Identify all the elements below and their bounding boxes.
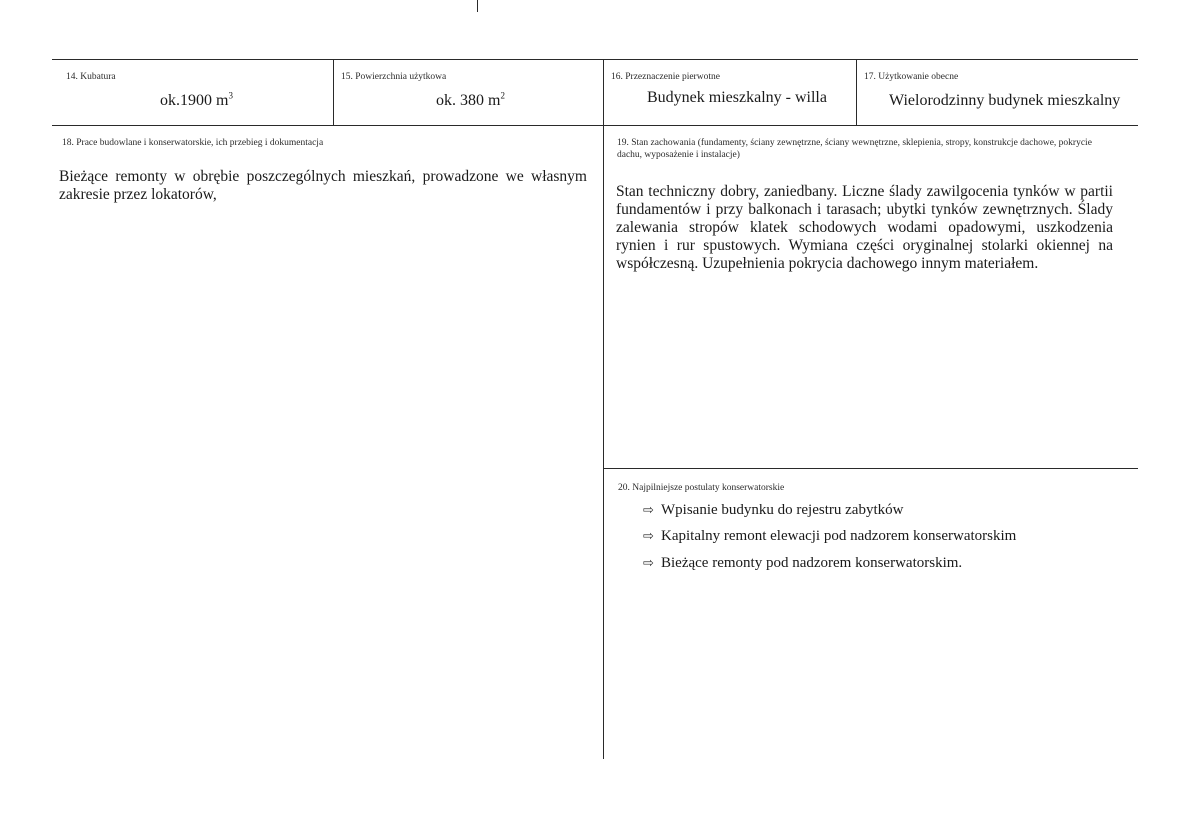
kubatura-value-exponent: 3 [228, 90, 233, 101]
table-top-border [52, 59, 1138, 60]
kubatura-label: 14. Kubatura [66, 72, 116, 82]
kubatura-value-text: ok.1900 m [160, 92, 229, 109]
top-tick-mark [477, 0, 478, 12]
przeznaczenie-value: Budynek mieszkalny - willa [647, 89, 827, 106]
section-19-bottom-border [604, 468, 1138, 469]
prace-label: 18. Prace budowlane i konserwatorskie, ich przebieg i dokumentacja [62, 138, 324, 148]
postulat-item-text: Wpisanie budynku do rejestru zabytków [661, 502, 904, 518]
stan-text: Stan techniczny dobry, zaniedbany. Liczne ślady zawilgocenia tynków w partii fundamentów i przy balkonach i tarasach; ubytki tynków zewnętrznych. Ślady zalewania stropów klatek schodowych wodami opadowymi, uszkodzenia rynien i rur spustowych. Wymiana części oryginalnej stolarki okiennej na współczesną. Uzupełnienia pokrycia dachowego innym materiałem. [616, 183, 1113, 272]
przeznaczenie-label: 16. Przeznaczenie pierwotne [611, 72, 720, 82]
postulat-item [643, 554, 962, 573]
powierzchnia-value-text: ok. 380 m [436, 92, 501, 109]
col-divider-15-16 [603, 59, 604, 759]
kubatura-value [160, 92, 233, 110]
powierzchnia-value-exponent: 2 [500, 90, 505, 101]
row1-bottom-border [52, 125, 1138, 126]
col-divider-14-15 [333, 59, 334, 125]
uzytkowanie-label: 17. Użytkowanie obecne [864, 72, 959, 82]
postulaty-label: 20. Najpilniejsze postulaty konserwatorskie [618, 483, 785, 493]
right-arrow-outline-icon: ⇨ [643, 556, 654, 571]
col-divider-16-17 [856, 59, 857, 125]
postulat-item [643, 527, 1016, 546]
powierzchnia-label: 15. Powierzchnia użytkowa [341, 72, 447, 82]
stan-label: 19. Stan zachowania (fundamenty, ściany zewnętrzne, ściany wewnętrzne, sklepienia, stropy, konstrukcje dachowe, pokrycie dachu, wyposażenie i instalacje) [617, 138, 1092, 160]
postulat-item-text: Bieżące remonty pod nadzorem konserwatorskim. [661, 555, 963, 571]
powierzchnia-value [436, 92, 505, 110]
prace-text: Bieżące remonty w obrębie poszczególnych mieszkań, prowadzone we własnym zakresie przez lokatorów, [59, 168, 587, 203]
postulat-item [643, 501, 903, 520]
uzytkowanie-value: Wielorodzinny budynek mieszkalny [889, 92, 1121, 109]
right-arrow-outline-icon: ⇨ [643, 529, 654, 544]
postulat-item-text: Kapitalny remont elewacji pod nadzorem konserwatorskim [661, 528, 1017, 544]
right-arrow-outline-icon: ⇨ [643, 503, 654, 518]
